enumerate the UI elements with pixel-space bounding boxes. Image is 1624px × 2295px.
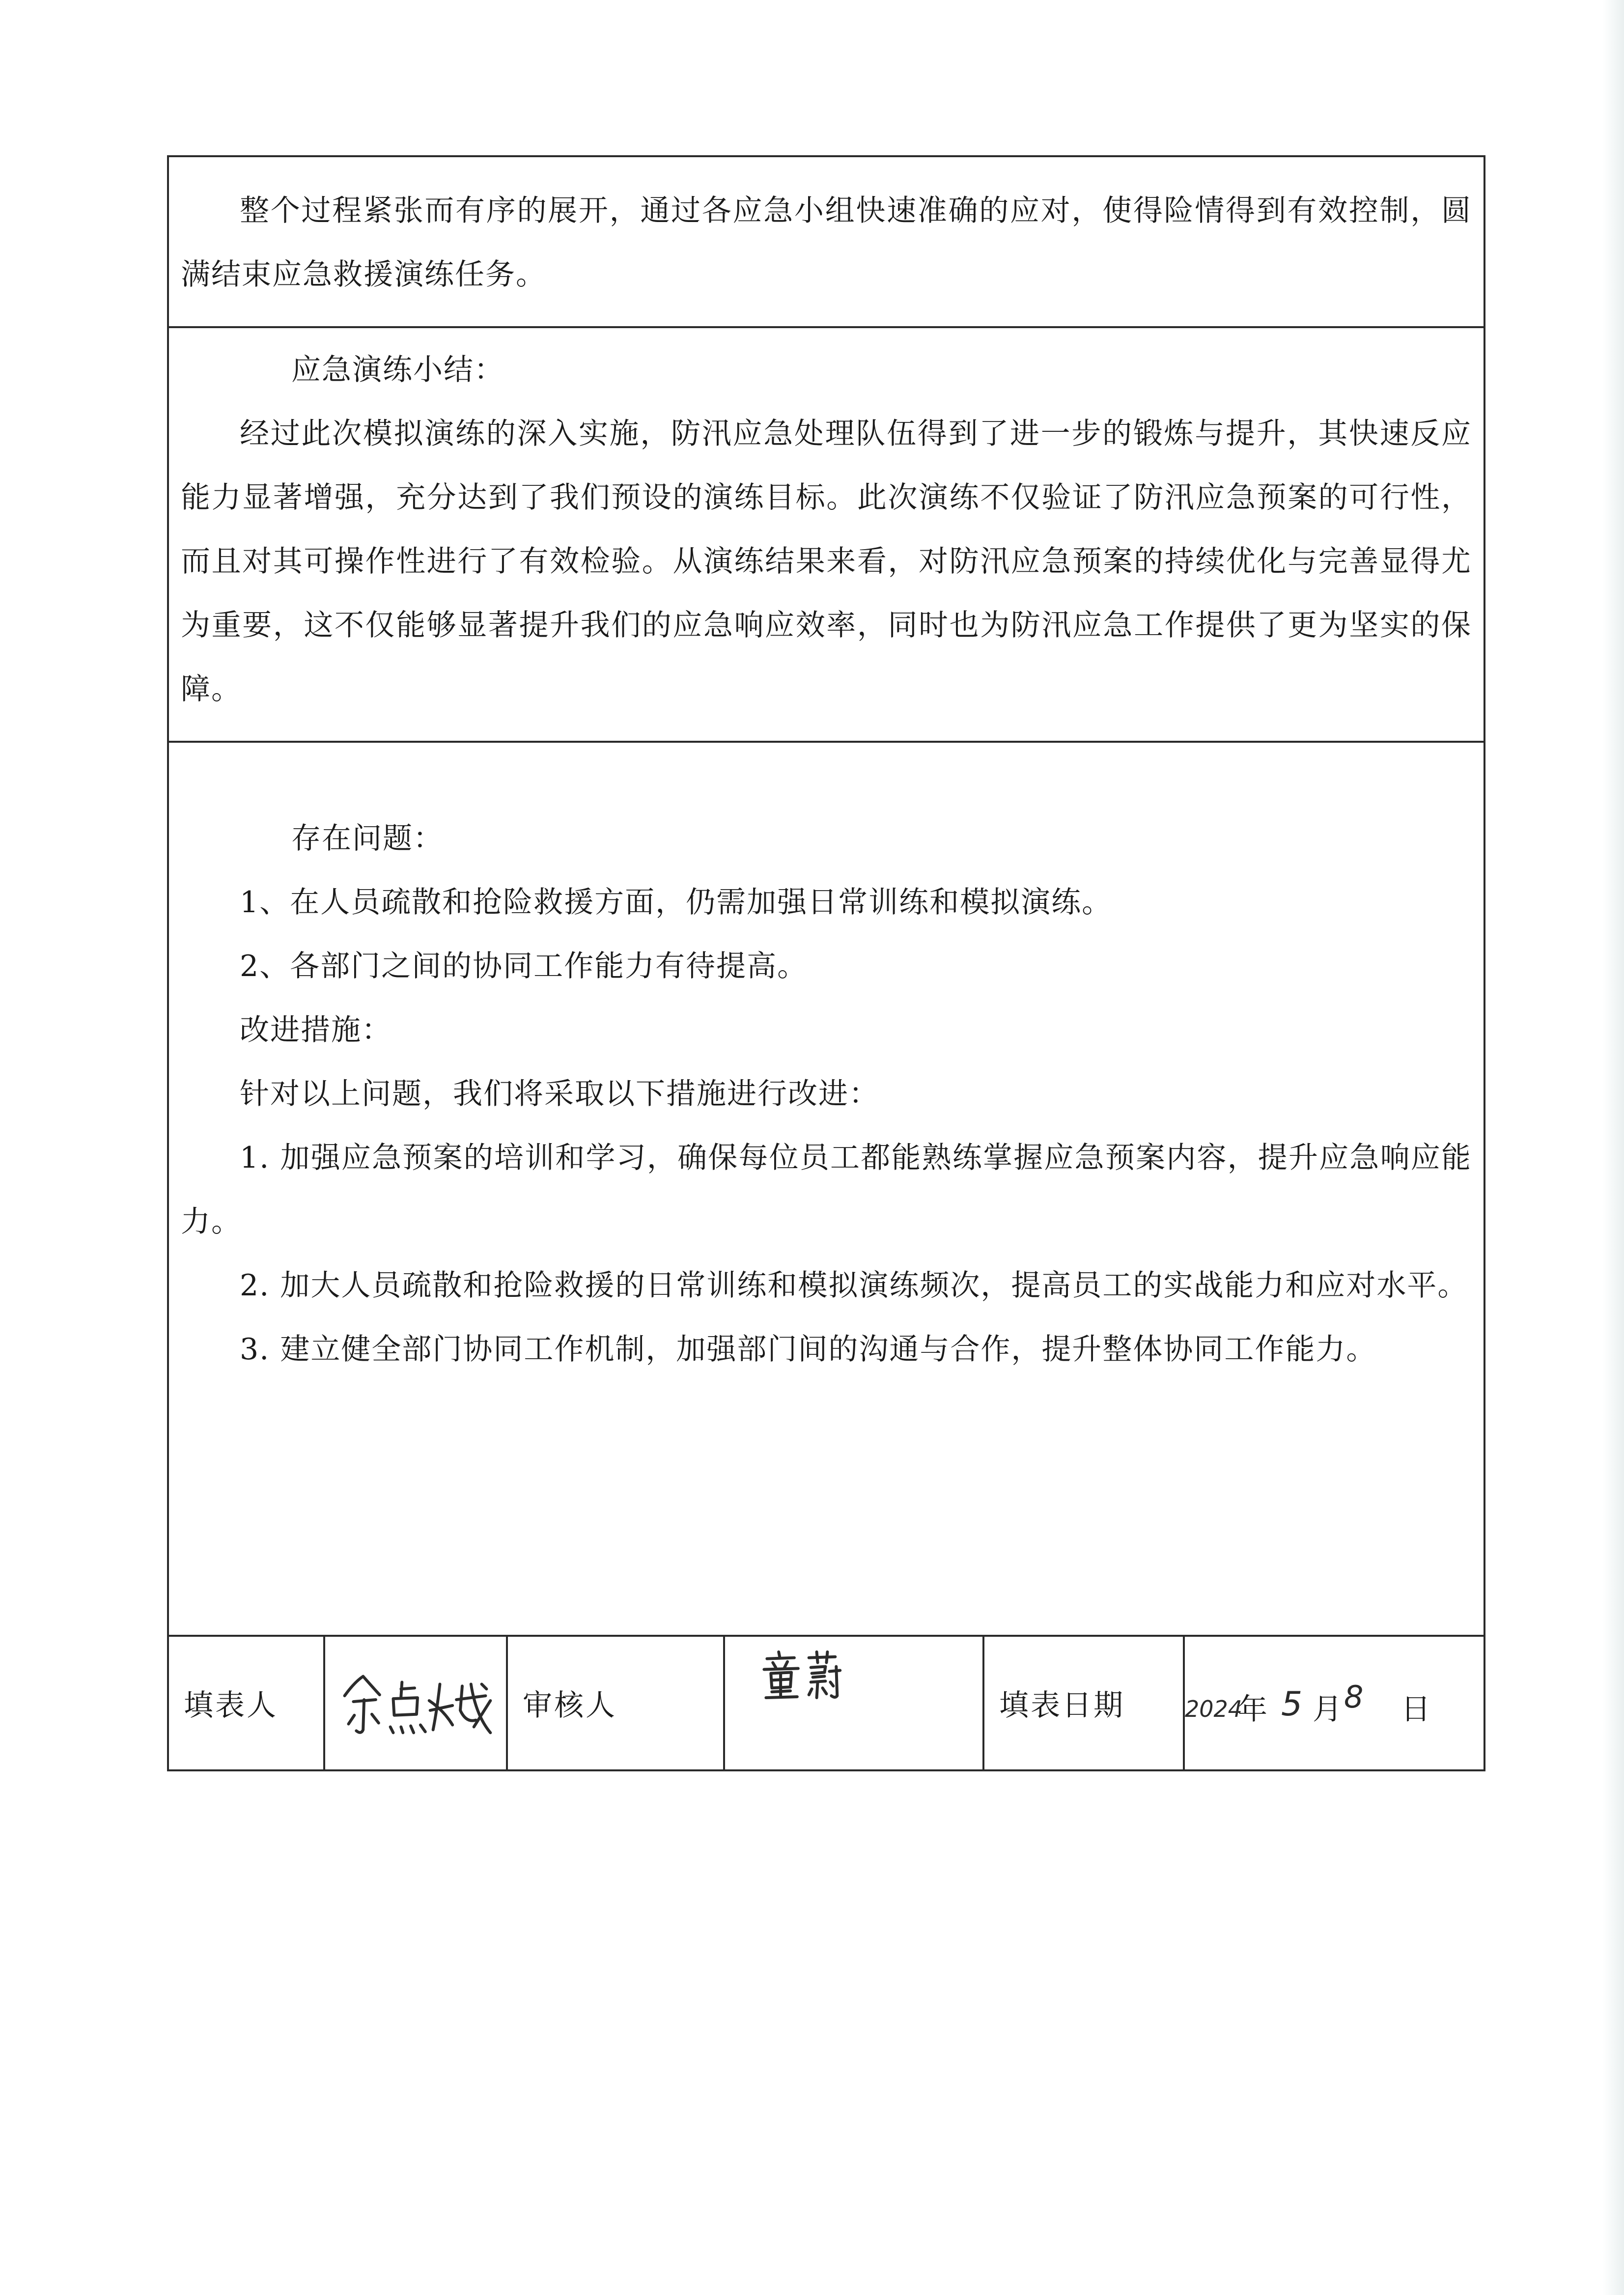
scan-edge [1602, 0, 1624, 2295]
drill-report-table [167, 155, 1485, 1771]
process-row [168, 156, 1484, 327]
date-month-char: 月 [1313, 1692, 1342, 1727]
date-year-handwritten: 2024 [1185, 1696, 1243, 1722]
measure-item: 1. 加强应急预案的培训和学习，确保每位员工都能熟练掌握应急预案内容，提升应急响应能力。 [181, 1141, 1472, 1239]
summary-row [168, 327, 1484, 742]
filler-signature-drawing [325, 1637, 506, 1769]
problems-cell [168, 742, 1484, 1636]
problems-heading: 存在问题： [291, 821, 444, 856]
measure-item: 2. 加大人员疏散和抢险救援的日常训练和模拟演练频次，提高员工的实战能力和应对水平。 [240, 1268, 1468, 1303]
filler-label-cell [168, 1636, 324, 1770]
date-cell [1184, 1636, 1484, 1770]
reviewer-signature-drawing [725, 1637, 982, 1769]
reviewer-signature [725, 1637, 982, 1769]
filler-signature [325, 1637, 506, 1769]
summary-heading: 应急演练小结： [291, 353, 504, 387]
filler-label: 填表人 [184, 1688, 278, 1723]
date-day-char: 日 [1401, 1692, 1430, 1727]
date-label-cell [983, 1636, 1184, 1770]
process-paragraph: 整个过程紧张而有序的展开，通过各应急小组快速准确的应对，使得险情得到有效控制，圆满结束应急救援演练任务。 [181, 194, 1472, 292]
measures-heading: 改进措施： [240, 1013, 392, 1047]
date-month-handwritten: 5 [1281, 1685, 1303, 1724]
process-cell [168, 156, 1484, 327]
measures-intro: 针对以上问题，我们将采取以下措施进行改进： [240, 1077, 879, 1111]
date-day-handwritten: 8 [1344, 1679, 1364, 1715]
summary-paragraph: 经过此次模拟演练的深入实施，防汛应急处理队伍得到了进一步的锻炼与提升，其快速反应能力显著增强，充分达到了我们预设的演练目标。此次演练不仅验证了防汛应急预案的可行性，而且对其可操作性进行了有效检验。从演练结果来看，对防汛应急预案的持续优化与完善显得尤为重要，这不仅能够显著提升我们的应急响应效率，同时也为防汛应急工作提供了更为坚实的保障。 [181, 417, 1472, 706]
reviewer-label-cell [507, 1636, 724, 1770]
signature-row [168, 1636, 1484, 1770]
summary-cell [168, 327, 1484, 742]
problem-item: 1、在人员疏散和抢险救援方面，仍需加强日常训练和模拟演练。 [240, 885, 1113, 920]
reviewer-label: 审核人 [523, 1688, 617, 1723]
reviewer-signature-cell [724, 1636, 983, 1770]
fill-date [1185, 1637, 1484, 1769]
problems-row [168, 742, 1484, 1636]
measure-item: 3. 建立健全部门协同工作机制，加强部门间的沟通与合作，提升整体协同工作能力。 [240, 1332, 1377, 1367]
filler-signature-cell [324, 1636, 507, 1770]
problem-item: 2、各部门之间的协同工作能力有待提高。 [240, 949, 808, 983]
date-label: 填表日期 [999, 1688, 1125, 1723]
date-year-char: 年 [1238, 1692, 1267, 1727]
